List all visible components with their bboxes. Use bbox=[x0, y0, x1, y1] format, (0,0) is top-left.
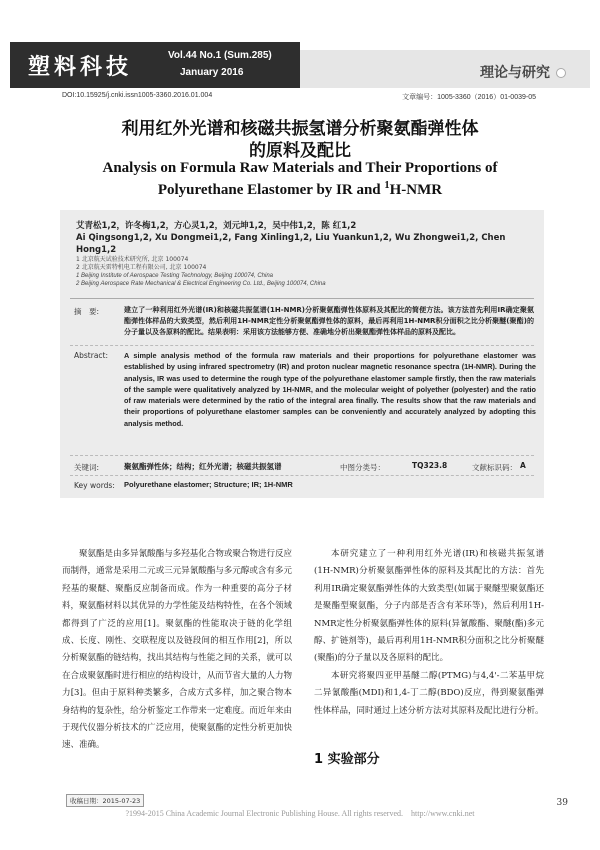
author-block bbox=[76, 220, 536, 288]
copyright-notice: ?1994-2015 China Academic Journal Electronic Publishing House. All rights reserved. http://www.cnki.net bbox=[125, 809, 475, 818]
section-label: 理论与研究 bbox=[480, 65, 550, 81]
doc-code: A bbox=[520, 461, 526, 470]
clc-code: TQ323.8 bbox=[412, 461, 448, 470]
issue-date: January 2016 bbox=[180, 67, 244, 78]
abstract-en-label: Abstract: bbox=[74, 351, 109, 360]
affiliation-cn-2: 2 北京航天雷特机电工程有限公司, 北京 100074 bbox=[76, 264, 207, 271]
received-date: 2015-07-23 bbox=[102, 797, 141, 805]
body-right-column bbox=[314, 546, 544, 720]
doc-code-label: 文献标识码： bbox=[472, 463, 517, 472]
affiliation-en-1: 1 Beijing Institute of Aerospace Testing Technology, Beijing 100074, China bbox=[76, 273, 274, 279]
keywords-cn: 聚氨酯弹性体；结构；红外光谱；核磁共振氢谱 bbox=[124, 462, 282, 471]
keywords-en-label: Key words: bbox=[74, 481, 115, 490]
clc-label: 中图分类号： bbox=[340, 463, 385, 472]
title-cn-line1: 利用红外光谱和核磁共振氢谱分析聚氨酯弹性体 bbox=[121, 119, 479, 139]
title-en-text: Polyurethane Elastomer by IR and bbox=[157, 182, 381, 198]
header-light-band bbox=[300, 50, 590, 88]
received-label: 收稿日期： bbox=[70, 797, 103, 805]
journal-logo: 塑料科技 bbox=[28, 54, 133, 80]
body-left-column bbox=[62, 546, 292, 755]
keywords-cn-label: 关键词: bbox=[74, 463, 100, 472]
page-number: 39 bbox=[556, 798, 568, 808]
divider-dashed bbox=[70, 345, 534, 347]
title-en-nmr: H-NMR bbox=[389, 182, 443, 198]
authors-en: Ai Qingsong1,2, Xu Dongmei1,2, Fang Xinling1,2, Liu Yuankun1,2, Wu Zhongwei1,2, Chen Hong1,2 bbox=[76, 233, 506, 255]
authors-cn: 艾青松1,2，许冬梅1,2，方心灵1,2，刘元坤1,2，吴中伟1,2，陈 红1,2 bbox=[76, 221, 357, 231]
title-en-line2 bbox=[40, 180, 560, 199]
title-en-line1: Analysis on Formula Raw Materials and Their Proportions of bbox=[102, 160, 498, 176]
affiliation-en-2: 2 Beijing Aerospace Rate Mechanical & Electrical Engineering Co. Ltd., Beijing 100074, China bbox=[76, 281, 326, 287]
abstract-en: A simple analysis method of the formula raw materials and their proportions for polyurethane elastomer was established by using infrared spectrometry (IR) and proton nuclear magnetic resonance spectra (1H-NMR). During the analysis, IR was used to determine the rough type of the polyurethane elastomer sample firstly, then the raw materials of the sample were qualitatively analyzed by 1H-NMR, and the molecular weight of polyether (polyester) and the ratio of raw materials were determined by the ratio of the integral area finally. The results show that the raw materials and their proportions of polyurethane elastomer samples can be conveniently and accurately analyzed by adopting this analysis method. bbox=[124, 351, 536, 428]
received-date-box bbox=[66, 794, 144, 807]
divider bbox=[70, 298, 534, 299]
header-dark-band bbox=[10, 42, 300, 88]
article-number: 文章编号：1005-3360（2016）01-0039-05 bbox=[402, 94, 536, 101]
divider-dashed bbox=[70, 475, 534, 477]
volume-info: Vol.44 No.1 (Sum.285) bbox=[168, 50, 272, 61]
body-right-para-2: 本研究将聚四亚甲基醚二醇(PTMG)与4,4'-二苯基甲烷二异氰酸酯(MDI)和1,4-丁二醇(BDO)反应，得到聚氨酯弹性体样品，同时通过上述分析方法对其原料及配比进行分析。 bbox=[314, 670, 544, 716]
abstract-cn: 建立了一种利用红外光谱(IR)和核磁共振氢谱(1H-NMR)分析聚氨酯弹性体原料及其配比的简便方法。该方法首先利用IR确定聚氨酯弹性体样品的大致类型，然后利用1H-NMR定性分析聚氨酯弹性体的原料，最后再利用1H-NMR积分面积之比分析聚醚(聚酯)的分子量以及各原料的配比。结果表明：采用该方法能够方便、准确地分析出聚氨酯弹性体样品的原料及配比。 bbox=[124, 306, 534, 336]
bullet-dot-icon bbox=[556, 68, 566, 78]
affiliation-cn-1: 1 北京航天试验技术研究所, 北京 100074 bbox=[76, 256, 189, 263]
divider-dashed bbox=[70, 455, 534, 457]
body-right-para-1: 本研究建立了一种利用红外光谱(IR)和核磁共振氢谱(1H-NMR)分析聚氨酯弹性体的原料及其配比的方法：首先利用IR确定聚氨酯弹性体的大致类型(如属于聚醚型聚氨酯还是聚酯型聚氨酯，分子内部是否含有苯环等)，然后利用1H-NMR定性分析聚氨酯弹性体的原料(异氰酸酯、聚醚(酯)多元醇、扩链剂等)，最后再利用1H-NMR积分面积之比分析聚醚(聚酯)的分子量以及各原料的配比。 bbox=[314, 549, 544, 664]
section-heading: 1 实验部分 bbox=[314, 752, 380, 767]
abstract-cn-label: 摘 要: bbox=[74, 307, 100, 316]
title-cn-line2: 的原料及配比 bbox=[249, 141, 351, 161]
body-left-para-1: 聚氨酯是由多异氰酸酯与多羟基化合物或聚合物进行反应而制得，通常是采用二元或三元异氰酸酯与多元醇或含有多元羟基的聚醚、聚酯反应制备而成。作为一种重要的高分子材料，聚氨酯材料以其优异的力学性能及结构特性，在各个领域都得到了广泛的应用[1]。聚氨酯的性能取决于链的化学组成、长度、刚性、交联程度以及链段间的相互作用[2]，所以分析聚氨酯的链结构，找出其结构与性能之间的关系，就可以在合成聚氨酯时进行相应的结构设计，从而节省大量的人力物力[3]。但由于原料种类繁多，合成方式多样，加之聚合物本身结构的复杂性，给分析鉴定工作带来一定难度。而近年来由于现代仪器分析技术的广泛应用，使聚氨酯的定性分析更加快速、准确。 bbox=[62, 549, 292, 751]
title-en-sup: 1 bbox=[384, 180, 390, 191]
doi: DOI:10.15925/j.cnki.issn1005-3360.2016.01.004 bbox=[62, 92, 213, 99]
journal-header bbox=[10, 42, 590, 88]
keywords-en: Polyurethane elastomer; Structure; IR; 1H-NMR bbox=[124, 480, 293, 489]
